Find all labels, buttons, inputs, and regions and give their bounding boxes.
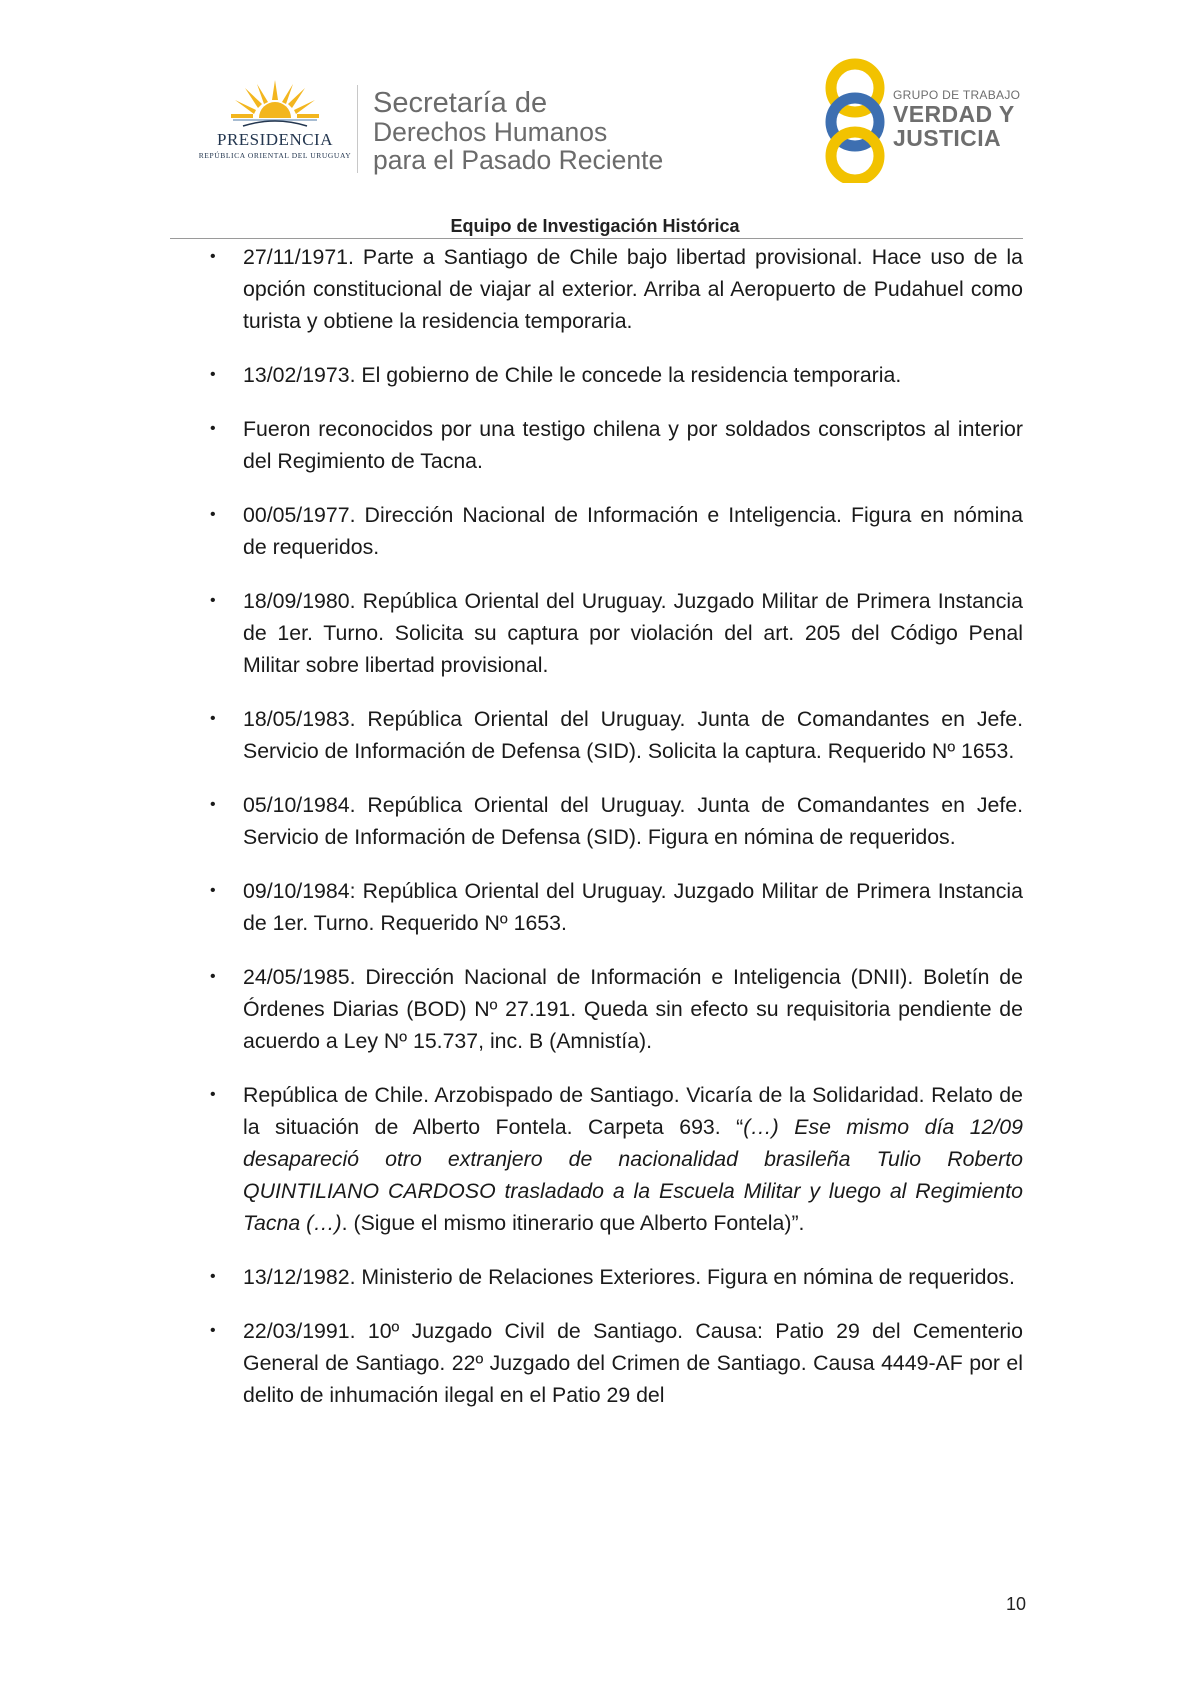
secretaria-line-2: Derechos Humanos — [373, 117, 608, 147]
bullet: • — [210, 592, 216, 609]
bullet: • — [210, 796, 216, 813]
item-text: 13/12/1982. Ministerio de Relaciones Exteriores. Figura en nómina de requeridos. — [243, 1265, 1015, 1289]
list-item — [210, 703, 1023, 767]
item-text: 13/02/1973. El gobierno de Chile le concede la residencia temporaria. — [243, 363, 902, 387]
item-text: Fueron reconocidos por una testigo chilena y por soldados conscriptos al interior del Regimiento de Tacna. — [243, 417, 1023, 473]
team-heading: Equipo de Investigación Histórica — [450, 216, 740, 236]
item-text: 09/10/1984: República Oriental del Uruguay. Juzgado Militar de Primera Instancia de 1er. Turno. Requerido Nº 1653. — [243, 879, 1023, 935]
list-item — [210, 359, 1023, 391]
presidencia-title: PRESIDENCIA — [216, 130, 333, 149]
list-item — [210, 241, 1023, 337]
presidencia-logo — [195, 78, 355, 178]
bullet: • — [210, 710, 216, 727]
presidencia-subtitle: REPÚBLICA ORIENTAL DEL URUGUAY — [198, 151, 352, 160]
uruguay-sun-icon — [229, 78, 321, 134]
item-text: 22/03/1991. 10º Juzgado Civil de Santiago. Causa: Patio 29 del Cementerio General de Santiago. 22º Juzgado del Crimen de Santiago. Causa 4449-AF por el delito de inhumación ilegal en el Patio 29 del — [243, 1319, 1023, 1407]
item-text-after-quote: . (Sigue el mismo itinerario que Alberto Fontela)”. — [341, 1211, 805, 1235]
bullet: • — [210, 366, 216, 383]
list-item — [210, 585, 1023, 681]
item-text: 18/09/1980. República Oriental del Uruguay. Juzgado Militar de Primera Instancia de 1er. Turno. Solicita su captura por violación del art. 205 del Código Penal Militar sobre libertad provisional. — [243, 589, 1023, 677]
bullet: • — [210, 1086, 216, 1103]
vyj-line-1: GRUPO DE TRABAJO — [893, 88, 1021, 102]
bullet: • — [210, 420, 216, 437]
verdad-justicia-logo-text — [893, 88, 1020, 150]
list-item — [210, 499, 1023, 563]
secretaria-line-3: para el Pasado Reciente — [373, 145, 664, 175]
bullet: • — [210, 1268, 216, 1285]
list-item — [210, 413, 1023, 477]
list-item — [210, 789, 1023, 853]
item-text: 24/05/1985. Dirección Nacional de Información e Inteligencia (DNII). Boletín de Órdenes Diarias (BOD) Nº 27.191. Queda sin efecto su requisitoria pendiente de acuerdo a Ley Nº 15.737, inc. B (Amnistía). — [243, 965, 1023, 1053]
document-header — [0, 0, 1190, 230]
secretaria-logo-text — [373, 88, 663, 174]
item-text: 00/05/1977. Dirección Nacional de Información e Inteligencia. Figura en nómina de requeridos. — [243, 503, 1023, 559]
item-text: 27/11/1971. Parte a Santiago de Chile bajo libertad provisional. Hace uso de la opción constitucional de viajar al exterior. Arriba al Aeropuerto de Pudahuel como turista y obtiene la residencia temporaria. — [243, 245, 1023, 333]
secretaria-line-1: Secretaría de — [373, 87, 548, 119]
bullet: • — [210, 968, 216, 985]
bullet: • — [210, 506, 216, 523]
item-text: 18/05/1983. República Oriental del Uruguay. Junta de Comandantes en Jefe. Servicio de Información de Defensa (SID). Solicita la captura. Requerido Nº 1653. — [243, 707, 1023, 763]
item-quote-italic: (…) Ese mismo día 12/09 desapareció otro extranjero de nacionalidad brasileña Tulio Roberto QUINTILIANO CARDOSO trasladado a la Escuela Militar y luego al Regimiento Tacna (…) — [243, 1115, 1023, 1235]
item-text: 05/10/1984. República Oriental del Uruguay. Junta de Comandantes en Jefe. Servicio de Información de Defensa (SID). Figura en nómina de requeridos. — [243, 793, 1023, 849]
list-item — [210, 961, 1023, 1057]
bullet: • — [210, 882, 216, 899]
list-item — [210, 1261, 1023, 1293]
vyj-line-2: VERDAD Y — [893, 101, 1015, 127]
document-body — [210, 241, 1023, 1433]
header-divider — [357, 85, 358, 173]
item-text-before-quote: República de Chile. Arzobispado de Santiago. Vicaría de la Solidaridad. Relato de la situación de Alberto Fontela. Carpeta 693. “ — [243, 1083, 1023, 1139]
bullet: • — [210, 248, 216, 265]
vyj-line-3: JUSTICIA — [893, 125, 1001, 151]
bullet: • — [210, 1322, 216, 1339]
list-item — [210, 1315, 1023, 1411]
list-item — [210, 875, 1023, 939]
page-number: 10 — [1005, 1594, 1026, 1614]
list-item — [210, 1079, 1023, 1239]
header-rule — [170, 238, 1023, 239]
